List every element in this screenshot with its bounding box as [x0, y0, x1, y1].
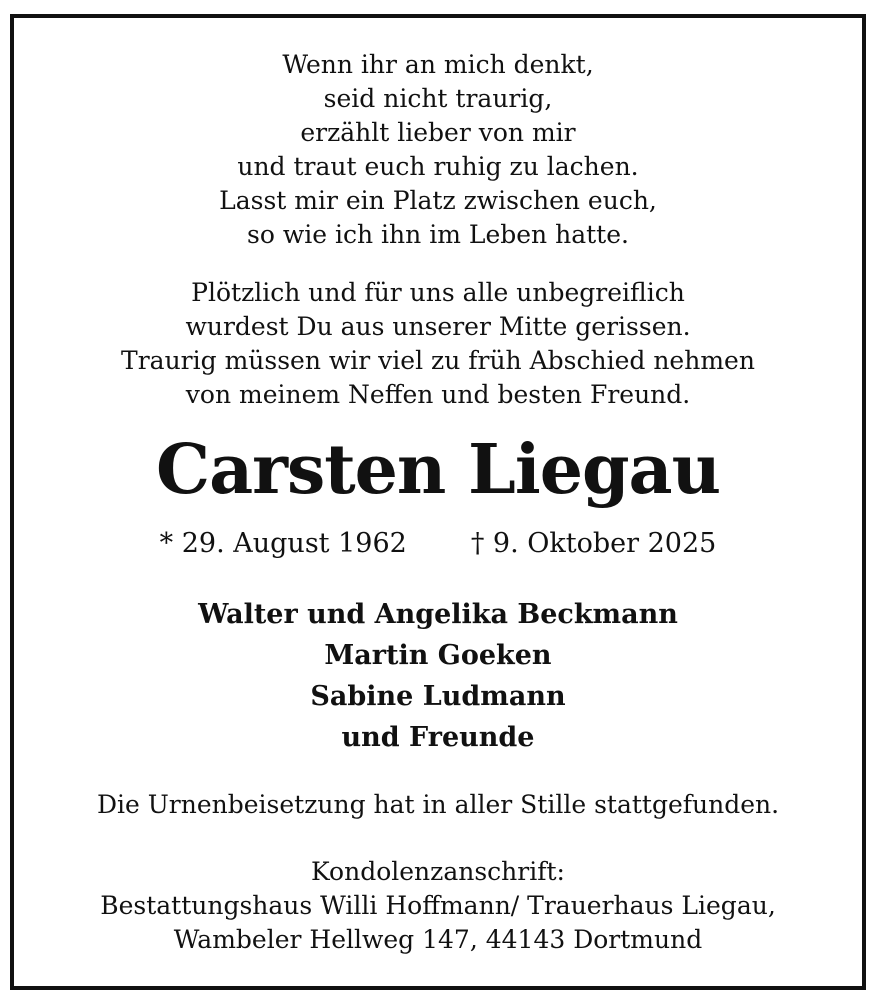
poem: [14, 48, 862, 252]
death-date: † 9. Oktober 2025: [470, 528, 717, 559]
mourner-name: Martin Goeken: [324, 640, 552, 671]
birth-date: * 29. August 1962: [159, 528, 407, 559]
mourner-name: und Freunde: [341, 722, 535, 753]
intro-line: wurdest Du aus unserer Mitte gerissen.: [185, 312, 691, 341]
mourners-list: [14, 594, 862, 758]
burial-note: Die Urnenbeisetzung hat in aller Stille stattgefunden.: [96, 790, 780, 819]
condolence-label: Kondolenzanschrift:: [311, 857, 565, 886]
life-dates: [14, 526, 862, 562]
condolence-line: Wambeler Hellweg 147, 44143 Dortmund: [173, 925, 703, 954]
poem-line: Lasst mir ein Platz zwischen euch,: [219, 186, 657, 215]
mourner-name: Walter und Angelika Beckmann: [198, 599, 678, 630]
poem-line: Wenn ihr an mich denkt,: [282, 50, 594, 79]
poem-line: seid nicht traurig,: [323, 84, 553, 113]
intro-text: [14, 276, 862, 412]
intro-line: von meinem Neffen und besten Freund.: [185, 380, 691, 409]
deceased-name: Carsten Liegau: [155, 430, 721, 510]
intro-line: Traurig müssen wir viel zu früh Abschied nehmen: [121, 346, 755, 375]
intro-line: Plötzlich und für uns alle unbegreiflich: [191, 278, 685, 307]
poem-line: erzählt lieber von mir: [300, 118, 576, 147]
condolence-address: [14, 855, 862, 957]
condolence-line: Bestattungshaus Willi Hoffmann/ Trauerhaus Liegau,: [100, 891, 776, 920]
poem-line: und traut euch ruhig zu lachen.: [237, 152, 639, 181]
mourner-name: Sabine Ludmann: [310, 681, 566, 712]
obituary-frame: [10, 14, 866, 990]
poem-line: so wie ich ihn im Leben hatte.: [247, 220, 629, 249]
